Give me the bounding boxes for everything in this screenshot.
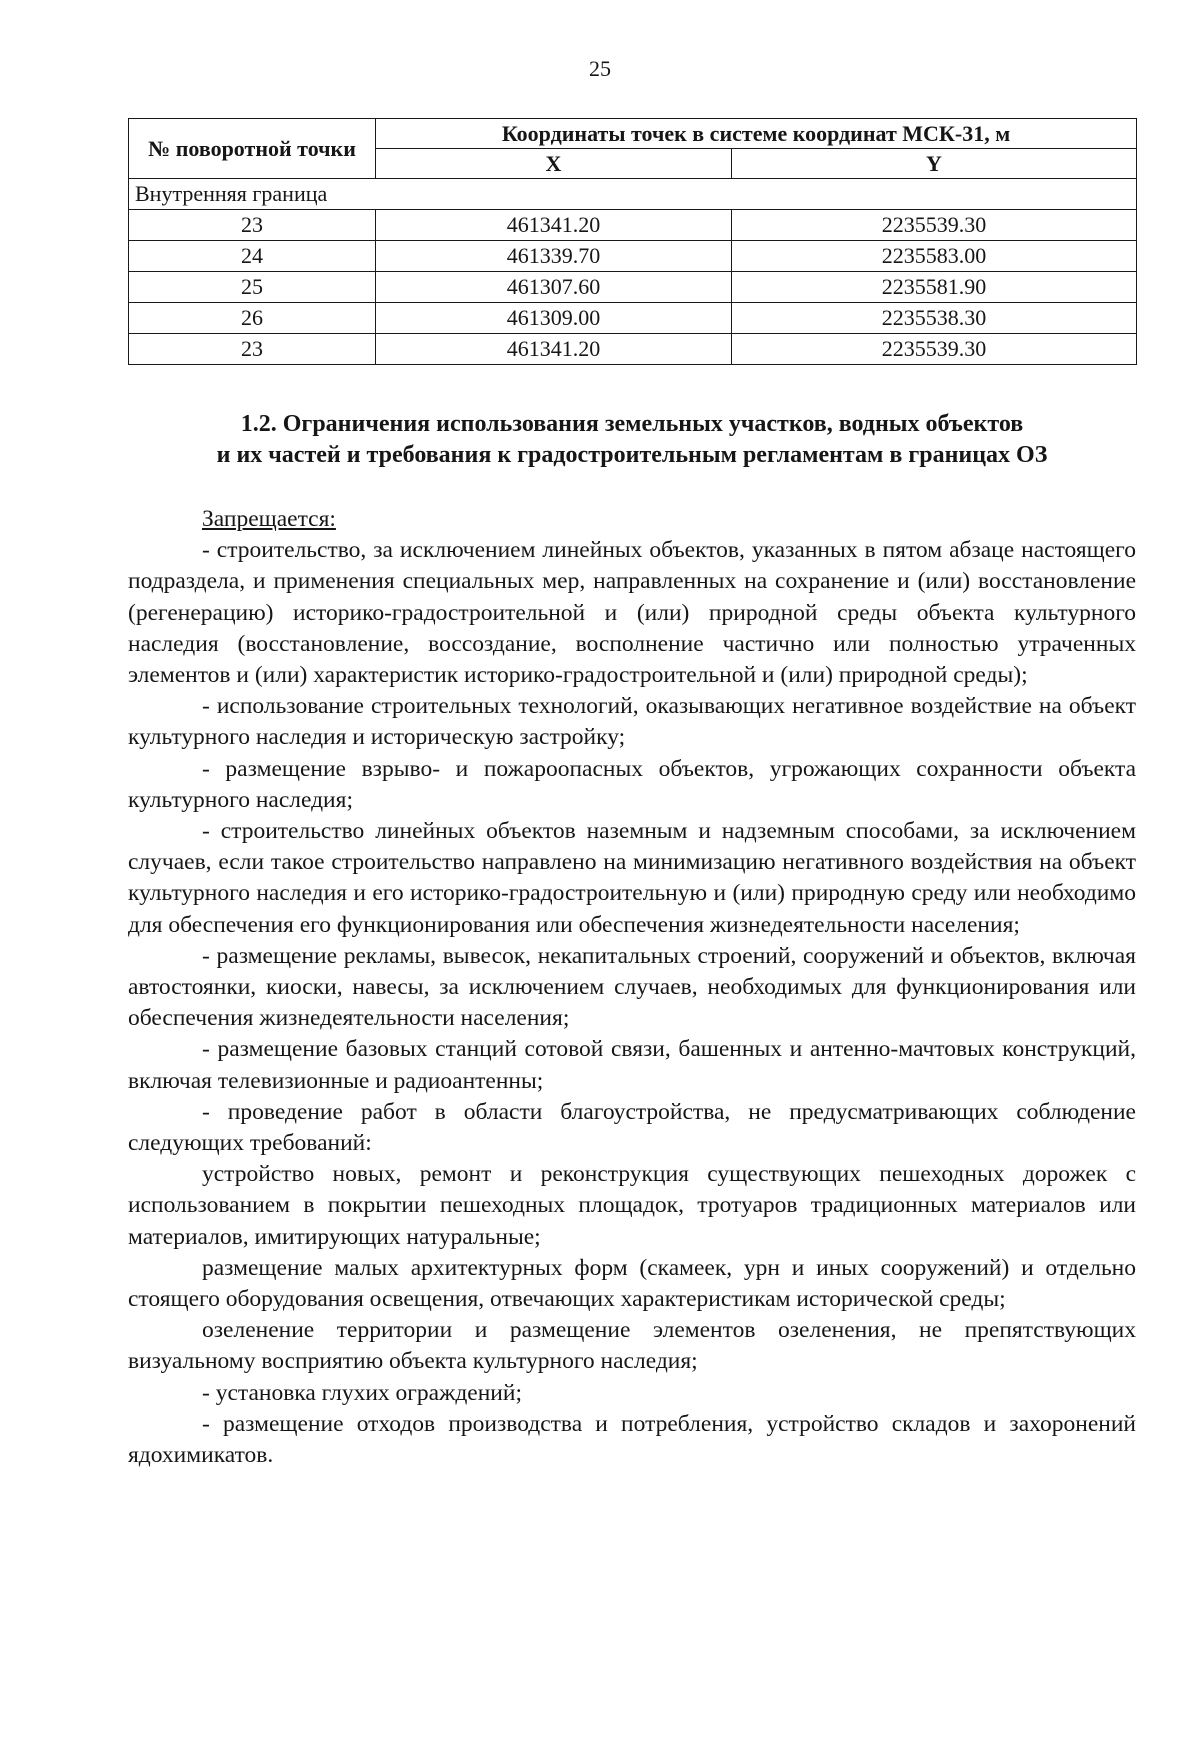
coordinates-table bbox=[128, 118, 1137, 365]
paragraph: - строительство, за исключением линейных объектов, указанных в пятом абзаце настоящего подраздела, и применения специальных мер, направленных на сохранение и (или) восстановление (регенерацию) историко-градостроительной и (или) природной среды объекта культурного наследия (восстановление, воссоздание, восполнение частично или полностью утраченных элементов и (или) характеристик историко-градостроительной и (или) природной среды); bbox=[128, 537, 1136, 689]
point-number: 24 bbox=[129, 241, 376, 272]
point-number: 23 bbox=[129, 210, 376, 241]
y-value: 2235583.00 bbox=[732, 241, 1137, 272]
y-value: 2235539.30 bbox=[732, 334, 1137, 365]
restrictions-text bbox=[128, 504, 1136, 1471]
table-row bbox=[129, 334, 1137, 365]
paragraph: - размещение отходов производства и потребления, устройство складов и захоронений ядохимикатов. bbox=[128, 1410, 1136, 1469]
y-value: 2235581.90 bbox=[732, 272, 1137, 303]
paragraph: устройство новых, ремонт и реконструкция существующих пешеходных дорожек с использованием в покрытии пешеходных площадок, тротуаров традиционных материалов или материалов, имитирующих натуральные; bbox=[128, 1161, 1136, 1250]
paragraph: - строительство линейных объектов наземным и надземным способами, за исключением случаев, если такое строительство направлено на минимизацию негативного воздействия на объект культурного наследия и его историко-градостроительную и (или) природную среду или необходимо для обеспечения его функционирования или обеспечения жизнедеятельности населения; bbox=[128, 818, 1136, 938]
x-value: 461341.20 bbox=[376, 334, 732, 365]
prohibited-label: Запрещается: bbox=[202, 506, 336, 532]
table-row bbox=[129, 241, 1137, 272]
y-value: 2235538.30 bbox=[732, 303, 1137, 334]
paragraph: - размещение рекламы, вывесок, некапитальных строений, сооружений и объектов, включая автостоянки, киоски, навесы, за исключением случаев, необходимых для функционирования или обеспечения жизнедеятельности населения; bbox=[128, 942, 1136, 1032]
point-number: 26 bbox=[129, 303, 376, 334]
section-heading-line-2: и их частей и требования к градостроительным регламентам в границах ОЗ bbox=[216, 442, 1048, 468]
paragraph: - использование строительных технологий, оказывающих негативное воздействие на объект культурного наследия и историческую застройку; bbox=[128, 693, 1136, 751]
point-number-header: № поворотной точки bbox=[129, 119, 376, 179]
table-row bbox=[129, 272, 1137, 303]
point-number: 25 bbox=[129, 272, 376, 303]
x-value: 461341.20 bbox=[376, 210, 732, 241]
section-heading bbox=[128, 409, 1136, 471]
section-label: Внутренняя граница bbox=[129, 179, 1137, 210]
paragraph: - размещение взрыво- и пожароопасных объектов, угрожающих сохранности объекта культурного наследия; bbox=[128, 755, 1136, 813]
x-value: 461339.70 bbox=[376, 241, 732, 272]
table-row bbox=[129, 303, 1137, 334]
page-number: 25 bbox=[589, 56, 611, 81]
x-value: 461307.60 bbox=[376, 272, 732, 303]
section-row bbox=[129, 179, 1137, 210]
paragraph: размещение малых архитектурных форм (скамеек, урн и иных сооружений) и отдельно стоящего оборудования освещения, отвечающих характеристикам исторической среды; bbox=[128, 1254, 1136, 1313]
table-header-row bbox=[129, 119, 1137, 149]
table-row bbox=[129, 210, 1137, 241]
paragraph: - установка глухих ограждений; bbox=[202, 1379, 522, 1406]
paragraph: озеленение территории и размещение элементов озеленения, не препятствующих визуальному восприятию объекта культурного наследия; bbox=[128, 1317, 1136, 1375]
x-header: X bbox=[376, 149, 732, 179]
y-value: 2235539.30 bbox=[732, 210, 1137, 241]
paragraph: - проведение работ в области благоустройства, не предусматривающих соблюдение следующих требований: bbox=[128, 1098, 1136, 1157]
x-value: 461309.00 bbox=[376, 303, 732, 334]
section-heading-line-1: 1.2. Ограничения использования земельных участков, водных объектов bbox=[240, 411, 1024, 437]
paragraph: - размещение базовых станций сотовой связи, башенных и антенно-мачтовых конструкций, включая телевизионные и радиоантенны; bbox=[128, 1036, 1136, 1094]
y-header: Y bbox=[732, 149, 1137, 179]
point-number: 23 bbox=[129, 334, 376, 365]
coordinates-header: Координаты точек в системе координат МСК-31, м bbox=[376, 119, 1137, 149]
